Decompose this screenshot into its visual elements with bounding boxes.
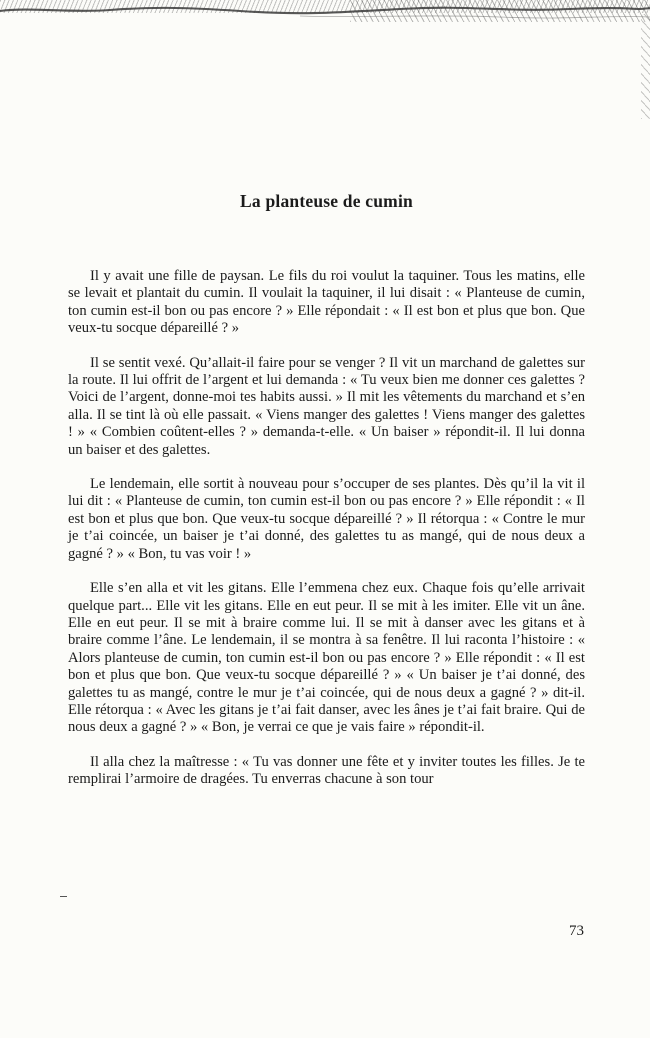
page-title: La planteuse de cumin [240,191,413,211]
text-column [68,0,585,806]
scan-edge-hatch-right [641,14,650,119]
page-number: 73 [569,923,584,939]
text-block [68,268,585,789]
paragraph-3: Le lendemain, elle sortit à nouveau pour s’occuper de ses plantes. Dès qu’il la vit il lui dit : « Planteuse de cumin, ton cumin est-il bon ou pas encore ? » Elle répondit : « Il est bon et plus que bon. Que veux-tu socque dépareillé ? » Il rétorqua : « Contre le mur je t’ai coincée, un baiser je t’ai donné, des galettes tu as mangé, qui de nous deux a gagné ? » « Bon, tu vas voir ! » [68,476,585,562]
paragraph-1: Il y avait une fille de paysan. Le fils du roi voulut la taquiner. Tous les matins, elle se levait et plantait du cumin. Il voulait la taquiner, il lui disait : « Planteuse de cumin, ton cumin est-il bon ou pas encore ? » Elle répondait : « Il est bon et plus que bon. Que veux-tu socque dépareillé ? » [68,268,585,337]
paragraph-4: Elle s’en alla et vit les gitans. Elle l’emmena chez eux. Chaque fois qu’elle arrivait quelque part... Elle vit les gitans. Elle en eut peur. Il se mit à les imiter. Elle vit un âne. Elle en eut peur. Il se mit à braire comme lui. Il se mit à danser avec les gitans et à braire comme l’âne. Le lendemain, il se montra à sa fenêtre. Il lui raconta l’histoire : « Alors planteuse de cumin, ton cumin est-il bon ou pas encore ? » Elle répondit : « Il est bon et plus que bon. Que veux-tu socque dépareillé ? » « Un baiser je t’ai donné, des galettes tu as mangé, contre le mur je t’ai coincée, qui de nous deux a gagné ? » dit-il. Elle rétorqua : « Avec les gitans je t’ai fait danser, avec les ânes je t’ai fait braire. Qui de nous deux a gagné ? » « Bon, je verrai ce que je vais faire » répondit-il. [68,580,585,736]
paragraph-5: Il alla chez la maîtresse : « Tu vas donner une fête et y inviter toutes les filles. Je te remplirai l’armoire de dragées. Tu enverras chacune à son tour [68,753,585,788]
scan-stray-mark [60,896,67,897]
paragraph-2: Il se sentit vexé. Qu’allait-il faire pour se venger ? Il vit un marchand de galettes sur la route. Il lui offrit de l’argent et lui demanda : « Tu veux bien me donner ces galettes ? Voici de l’argent, donne-moi tes habits aussi. » Il mit les vêtements du marchand et s’en alla. Il se tint là où elle passait. « Viens manger des galettes ! Viens manger des galettes ! » « Combien coûtent-elles ? » demanda-t-elle. « Un baiser » répondit-il. Il lui donna un baiser et des galettes. [68,354,585,458]
